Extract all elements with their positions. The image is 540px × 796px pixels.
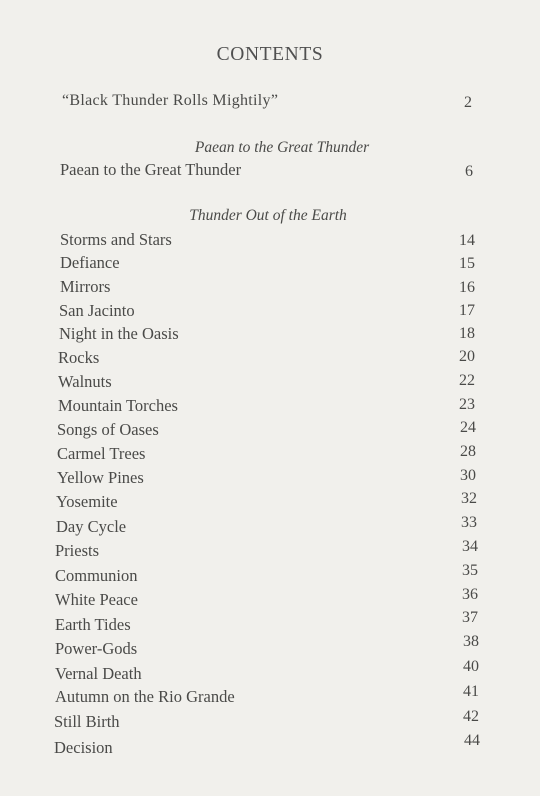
toc-entry-title: Still Birth <box>54 712 120 731</box>
toc-entry-title: Day Cycle <box>56 517 127 536</box>
toc-entry-page: 35 <box>462 562 478 579</box>
toc-entry-title: Rocks <box>58 348 100 367</box>
toc-entry-page: 15 <box>459 255 475 272</box>
toc-entry-title: Yosemite <box>56 492 118 511</box>
toc-entry-title: Vernal Death <box>55 664 142 683</box>
toc-entry-page: 14 <box>459 232 475 249</box>
toc-entry-page: 24 <box>460 419 476 436</box>
toc-entry-title: San Jacinto <box>59 301 135 320</box>
page-title: CONTENTS <box>216 44 324 65</box>
toc-entry-page: 28 <box>460 443 476 460</box>
toc-entry-page: 36 <box>462 586 478 603</box>
toc-entry-title: Decision <box>54 738 113 757</box>
toc-entry-title: White Peace <box>55 590 138 609</box>
toc-entry-page: 6 <box>465 163 473 180</box>
toc-entry-page: 16 <box>459 279 475 296</box>
toc-entry-page: 34 <box>462 538 478 555</box>
toc-entry-page: 22 <box>459 372 475 389</box>
toc-entry-title: Storms and Stars <box>60 230 172 249</box>
toc-entry-page: 42 <box>463 708 479 725</box>
toc-entry-page: 44 <box>464 732 480 749</box>
toc-entry-page: 37 <box>462 609 478 626</box>
toc-entry-page: 18 <box>459 325 475 342</box>
toc-entry-title: Night in the Oasis <box>59 324 179 343</box>
toc-entry-title: Priests <box>55 541 100 560</box>
toc-entry-title: Songs of Oases <box>57 420 159 439</box>
toc-entry-page: 32 <box>461 490 477 507</box>
section-heading: Thunder Out of the Earth <box>189 207 347 224</box>
toc-entry-title: Defiance <box>60 253 120 272</box>
toc-entry-page: 30 <box>460 467 476 484</box>
toc-entry-page: 40 <box>463 658 479 675</box>
toc-entry-page: 41 <box>463 683 479 700</box>
toc-entry-title: Walnuts <box>58 372 112 391</box>
toc-entry-title: Mountain Torches <box>58 396 178 415</box>
toc-entry-page: 17 <box>459 302 475 319</box>
toc-entry-title: “Black Thunder Rolls Mightily” <box>62 92 279 109</box>
toc-entry-title: Carmel Trees <box>57 444 146 463</box>
toc-entry-title: Communion <box>55 566 138 585</box>
toc-entry-title: Earth Tides <box>55 615 131 634</box>
toc-entry-title: Yellow Pines <box>57 468 144 487</box>
toc-entry-title: Autumn on the Rio Grande <box>55 687 235 706</box>
toc-entry-page: 33 <box>461 514 477 531</box>
toc-entry-page: 23 <box>459 396 475 413</box>
toc-entry-page: 38 <box>463 633 479 650</box>
toc-entry-title: Paean to the Great Thunder <box>60 160 242 179</box>
section-heading: Paean to the Great Thunder <box>194 139 370 156</box>
toc-entry-title: Power-Gods <box>55 639 138 658</box>
toc-entry-title: Mirrors <box>60 277 111 296</box>
toc-entry-page: 2 <box>464 94 472 111</box>
toc-entry-page: 20 <box>459 348 475 365</box>
